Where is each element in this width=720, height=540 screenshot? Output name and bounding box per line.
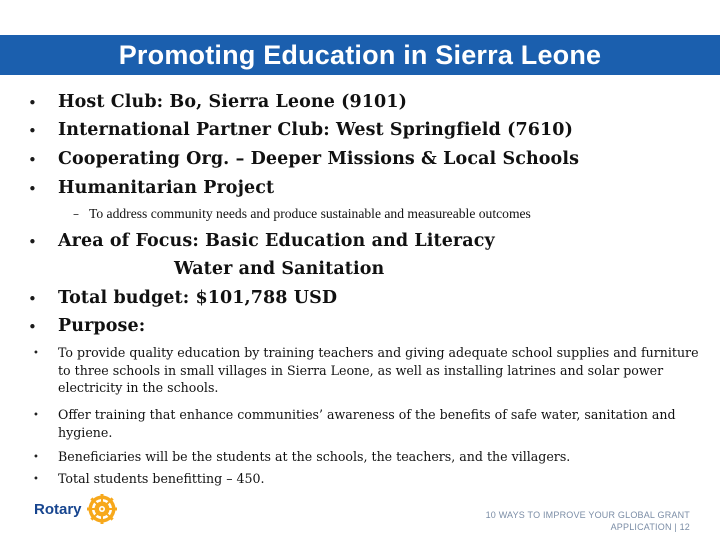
small-bullet-dot: • (33, 474, 39, 485)
bullet-dot: • (28, 233, 37, 251)
bullet-humanitarian-project: Humanitarian Project (58, 178, 275, 198)
bullet-dot: • (28, 151, 37, 169)
purpose-item: Beneficiaries will be the students at the schools, the teachers, and the villagers. (58, 449, 571, 464)
bullet-dot: • (28, 318, 37, 336)
bullet-cooperating-org: Cooperating Org. – Deeper Missions & Local Schools (58, 149, 580, 169)
bullet-dot: • (28, 180, 37, 198)
sub-bullet-dash: – (73, 207, 79, 221)
bullet-dot: • (28, 94, 37, 112)
purpose-item: Offer training that enhance communities’ awareness of the benefits of safe water, sanitation and hygiene. (58, 407, 676, 440)
footer-page: APPLICATION | 12 (610, 522, 690, 532)
bullet-partner-club: International Partner Club: West Springfield (7610) (58, 120, 573, 140)
small-bullet-dot: • (33, 348, 39, 359)
rotary-logo (34, 494, 117, 524)
purpose-item: To provide quality education by training teachers and giving adequate school supplies and furniture to three schools in small villages in Sierra Leone, as well as installing latrines and solar power electricity in the schools. (58, 345, 699, 395)
bullet-budget: Total budget: $101,788 USD (58, 288, 338, 308)
bullet-dot: • (28, 290, 37, 308)
rotary-wheel-icon (87, 494, 117, 524)
bullet-host-club: Host Club: Bo, Sierra Leone (9101) (58, 92, 407, 112)
footer-title: 10 WAYS TO IMPROVE YOUR GLOBAL GRANT (485, 510, 690, 520)
bullet-area-of-focus: Area of Focus: Basic Education and Literacy (58, 231, 495, 251)
bullet-purpose: Purpose: (58, 316, 146, 336)
small-bullet-dot: • (33, 452, 39, 463)
small-bullet-dot: • (33, 410, 39, 421)
slide-title: Promoting Education in Sierra Leone (0, 35, 720, 75)
bullet-area-of-focus-cont: Water and Sanitation (174, 259, 385, 279)
bullet-dot: • (28, 122, 37, 140)
purpose-item: Total students benefitting – 450. (58, 471, 265, 486)
rotary-wordmark: Rotary (34, 500, 82, 518)
sub-bullet-text: To address community needs and produce sustainable and measureable outcomes (89, 206, 531, 221)
